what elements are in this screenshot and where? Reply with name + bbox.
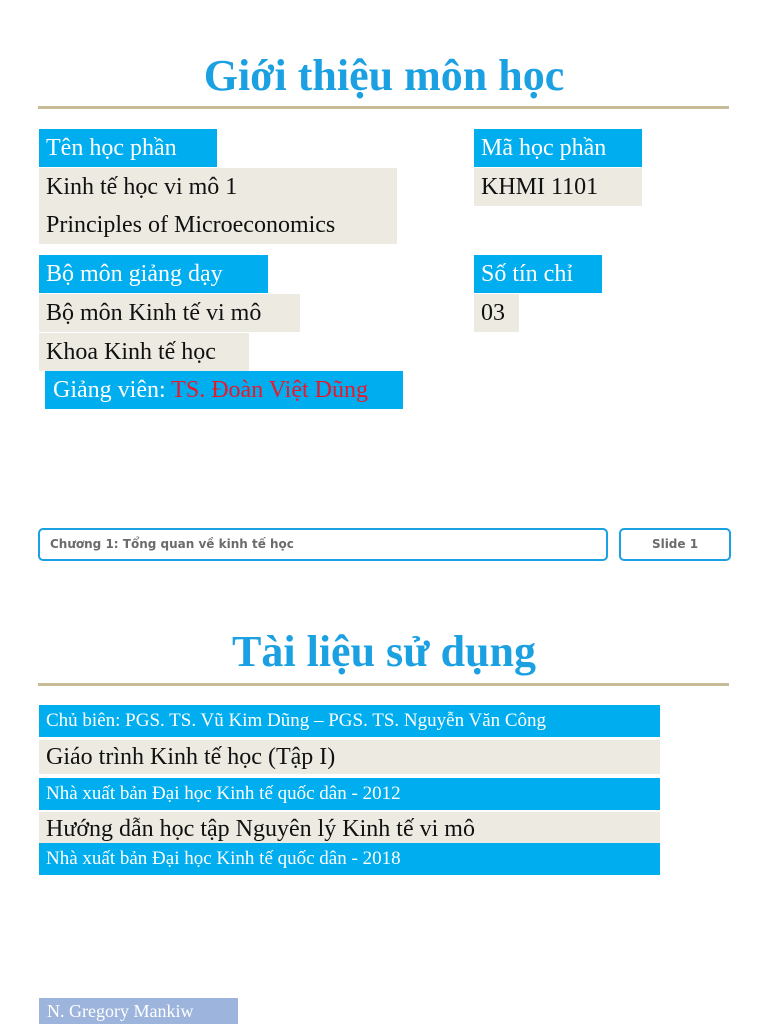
- department-label: Bộ môn giảng dạy: [39, 255, 268, 293]
- footer-chapter-text: Chương 1: Tổng quan về kinh tế học: [50, 537, 294, 551]
- footer-slide-box: [619, 528, 731, 561]
- credits-value: 03: [474, 294, 519, 332]
- credits-label: Số tín chỉ: [474, 255, 602, 293]
- faculty-value: Khoa Kinh tế học: [39, 333, 249, 371]
- author-name: N. Gregory Mankiw: [39, 998, 238, 1024]
- footer-chapter-box: [38, 528, 608, 561]
- reference-textbook-title: Giáo trình Kinh tế học (Tập I): [39, 740, 660, 774]
- lecturer-name: TS. Đoàn Việt Dũng: [171, 377, 368, 403]
- lecturer-label: Giảng viên:: [53, 377, 172, 403]
- department-value: Bộ môn Kinh tế vi mô: [39, 294, 300, 332]
- lecturer-row: [45, 371, 403, 409]
- reference-textbook-publisher: Nhà xuất bản Đại học Kinh tế quốc dân - 2012: [39, 778, 660, 810]
- slide1-title: Giới thiệu môn học: [203, 51, 565, 100]
- slide1-title-divider: [38, 106, 729, 109]
- course-code-label: Mã học phần: [474, 129, 642, 167]
- slide2-title-divider: [38, 683, 729, 686]
- footer-slide-number: Slide 1: [651, 537, 699, 551]
- reference-guide-title: Hướng dẫn học tập Nguyên lý Kinh tế vi mô: [39, 812, 660, 846]
- course-code-value: KHMI 1101: [474, 168, 642, 206]
- course-name-vi: Kinh tế học vi mô 1: [39, 168, 397, 206]
- reference-editors: Chủ biên: PGS. TS. Vũ Kim Dũng – PGS. TS. Nguyễn Văn Công: [39, 705, 660, 737]
- slide2-title: Tài liệu sử dụng: [232, 627, 536, 676]
- reference-guide-publisher: Nhà xuất bản Đại học Kinh tế quốc dân - 2018: [39, 843, 660, 875]
- course-name-en: Principles of Microeconomics: [39, 206, 397, 244]
- course-name-label: Tên học phần: [39, 129, 217, 167]
